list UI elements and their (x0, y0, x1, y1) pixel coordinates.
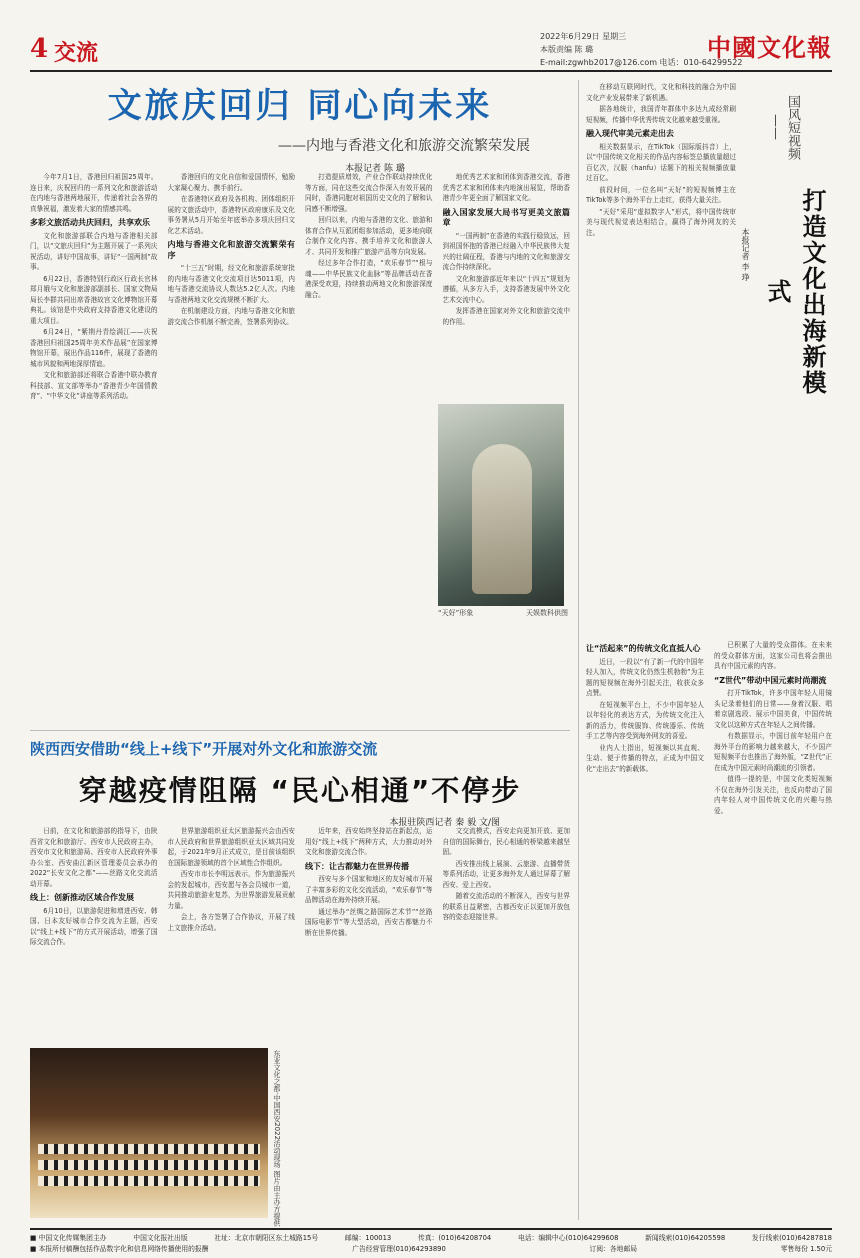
subheading: 线上：创新推动区域合作发展 (30, 893, 134, 902)
paragraph: 打开TikTok，许多中国年轻人用镜头记录着他们的日常——身着汉服、唱着京剧选段、展示中国美食，中国传统文化以这种方式在年轻人之间传播。 (714, 689, 832, 729)
paragraph: 业内人士指出，短视频以其直观、生动、便于传播的特点，正成为中国文化“走出去”的新载体。 (586, 743, 704, 773)
sidebar-col-bottom (586, 640, 832, 1220)
paragraph: 通过举办“丝绸之路国际艺术节”“丝路国际电影节”等大型活动，西安古都魅力不断在世界传播。 (305, 907, 433, 937)
page-editor: 本版责编 陈 璐 (540, 45, 594, 54)
article1-title: 文旅庆回归 同心向未来 (107, 86, 493, 126)
subheading: “Z世代”带动中国元素时尚潮流 (714, 675, 827, 685)
paragraph: 据各地统计，我国青年群体中多达九成经常刷短视频，传播中华优秀传统文化越来越受重视。 (586, 105, 736, 124)
footer-price: 零售每份 1.50元 (780, 1245, 832, 1253)
paragraph: 日前，在文化和旅游部的指导下，由陕西省文化和旅游厅、西安市人民政府主办，西安市文化和旅游局、西安市人民政府外事办公室、西安曲江新区管理委员会承办的2022“长安文化之都”——丝路文化交流活动开幕。 (30, 827, 158, 888)
footer-publisher: ■ 中国文化传媒集团主办 (30, 1234, 107, 1242)
figure-silhouette (472, 444, 532, 594)
choir-row (38, 1176, 260, 1186)
paragraph: “天好”采用“虚拟数字人”形式，将中国传统审美与现代视觉表达相结合，赢得了海外网友的关注。 (586, 207, 736, 237)
article1-byline: 本报记者 陈 璐 (345, 164, 405, 174)
paragraph: 随着交流活动的不断深入，西安与世界的联系日益紧密，古都西安正以更加开放包容的姿态迎接世界。 (442, 892, 570, 921)
subheading: 融入国家发展大局书写更美文旅篇章 (442, 207, 570, 227)
article1-col2 (168, 172, 296, 712)
page-number: 4 (30, 34, 49, 64)
masthead (30, 28, 832, 72)
paragraph: 在移动互联网时代，文化和科技的融合为中国文化产业发展带来了新机遇。 (586, 83, 736, 102)
article2-col1 (30, 826, 158, 1044)
paragraph: 发挥香港在国家对外文化和旅游交流中的作用。 (442, 307, 570, 326)
footer-subscription: 订阅：各地邮局 (589, 1245, 638, 1253)
footer-editorial-phone: 电话：编辑中心(010)64299608 (517, 1234, 619, 1242)
paragraph: 6月10日，以旅游促进和增进西安、韩国、日本友好城市合作交流为主题，西安以“线上+线下”的方式开展活动，增强了国际交流合作。 (30, 906, 158, 946)
paragraph: 西安推出线上展演、云旅游、直播带货等系列活动，让更多海外友人通过屏幕了解西安、爱上西安。 (442, 859, 570, 889)
paragraph: “一国两制”在香港的实践行稳致远，回到祖国怀抱的香港已经融入中华民族伟大复兴的壮阔征程，香港与内地的文化和旅游交流合作持续深化。 (442, 231, 570, 271)
article2-title: 穿越疫情阻隔 “民心相通”不停步 (78, 774, 522, 807)
sidebar-byline: 本报记者 李 琤 (741, 228, 750, 282)
performance-photo (30, 1048, 268, 1218)
subheading: 让“活起来”的传统文化直抵人心 (586, 644, 701, 653)
footer-distribution-phone: 发行线索(010)64287818 (751, 1234, 832, 1242)
article2-col4 (443, 826, 571, 1044)
caption-text: “天好”形象 (438, 609, 474, 617)
paragraph: 已积累了大量的受众群体。在未来的受众群体方面，这家公司也将会推出具有中国元素的内容。 (714, 641, 832, 670)
paragraph: 在短视频平台上，不少中国年轻人以年轻化的表达方式，为传统文化注入新的活力，传统服饰、传统器乐、传统手工艺等内容受到海外网友的喜爱。 (586, 700, 704, 740)
article2-body-lower (290, 1048, 570, 1220)
paragraph: 在香港特区政府及各机构、团体组织开展的文旅活动中，香港特区政府康乐及文化事务署从5月开始至年底举办多项庆回归文化艺术活动。 (167, 195, 295, 235)
paragraph: 6月22日，香港特别行政区行政长官林郑月娥与文化和旅游部副部长、国家文物局局长李群共同出席香港故宫文化博物馆开幕典礼。该馆是中央政府支持香港文化建设的重大项目。 (30, 274, 158, 325)
sidebar-kicker: 国风短视频—— (768, 94, 800, 160)
sidebar-headline (760, 82, 827, 402)
subheading: 融入现代审美元素走出去 (586, 129, 674, 138)
performance-caption: 东亚文化之都·中国西安2022活动现场 图片由主办方提供 (273, 1050, 281, 1227)
choir-row (38, 1144, 260, 1154)
article1-subtitle: ——内地与香港文化和旅游交流繁荣发展 (278, 138, 530, 154)
sidebar-col-right (714, 640, 832, 1220)
paragraph: 近日，一段以“有了新一代的中国年轻人加入，传统文化仍然生机勃勃”为主题的短视频在海外引起关注，收获众多点赞。 (586, 657, 704, 697)
article2-col2 (168, 826, 296, 1044)
sidebar-col-top (586, 82, 736, 382)
paragraph: “十三五”时期，经文化和旅游系统审批的内地与香港文化交流项目达5011项，内地与香港交流协议人数达5.2亿人次。内地与香港两地文化交流规模不断扩大。 (167, 264, 295, 304)
footer-row2 (30, 1244, 832, 1255)
paragraph: 文化和旅游部还将联合香港中联办教育科技部、宣文部等举办“香港青少年国情教育”、“中华文化”讲座等系列活动。 (30, 371, 158, 400)
paragraph: 前段时间，一位名叫“天好”的短视频博主在TikTok等多个海外平台上走红，获得大量关注。 (586, 185, 736, 204)
footer-press: 中国文化报社出版 (133, 1234, 188, 1242)
article2-kicker: 陕西西安借助“线上+线下”开展对外文化和旅游交流 (30, 740, 378, 758)
footer-postcode: 邮编：100013 (344, 1234, 392, 1242)
paragraph: 值得一提的是，中国文化类短视频不仅在海外引发关注，也反向带动了国内年轻人对中国传统文化的兴趣与热爱。 (714, 775, 832, 815)
paragraph: 西安与多个国家和地区的友好城市开展了丰富多彩的文化交流活动，“欢乐春节”等品牌活动在海外持续开展。 (305, 875, 433, 904)
footer-ad-phone: 广告经营管理(010)64293890 (352, 1245, 446, 1253)
article1-col1 (30, 172, 158, 712)
footer-fax: 传真：(010)64208704 (417, 1234, 492, 1242)
sidebar-col1 (586, 82, 736, 382)
paragraph: 经过多年合作打造，“欢乐春节”“根与魂——中华民族文化血脉”等品牌活动在香港深受欢迎，持续推动两地文化和旅游深度融合。 (305, 259, 433, 299)
paragraph: 地优秀艺术家和团体到香港交流，香港优秀艺术家和团体来内地演出展览，帮助香港青少年更全面了解国家文化。 (442, 173, 570, 202)
choir-row (38, 1160, 260, 1170)
subheading: 内地与香港文化和旅游交流繁荣有序 (167, 240, 295, 260)
article1-col3 (305, 172, 433, 712)
subheading: 线下：让古都魅力在世界传播 (305, 861, 409, 871)
article2-lower-col (290, 1048, 570, 1220)
sidebar-col-left (586, 640, 704, 1220)
article1-head (30, 78, 570, 174)
article2-col3 (305, 826, 433, 1044)
paragraph: 有数据显示，中国目前年轻用户在海外平台的影响力越来越大，不少国产短视频平台也推出了海外版，“Z世代”正在成为中国元素时尚潮流的引领者。 (714, 732, 832, 772)
paragraph: 文化和旅游部联合内地与香港相关部门，以“文旅庆回归”为主题开展了一系列庆祝活动，讲好中国故事，讲好“一国两制”故事。 (30, 231, 158, 271)
paragraph: 会上，各方签署了合作协议，开展了线上文旅推介活动。 (167, 913, 295, 932)
paragraph: 回归以来，内地与香港的文化、旅游和体育合作从互派团组参加活动，更多地向联合制作文化内容、携手培养文化和旅游人才、共同开发和推广旅游产品等方向发展。 (305, 216, 433, 256)
newspaper-logo: 中國文化報 (707, 33, 832, 62)
article2-byline: 本报驻陕西记者 秦 毅 文/图 (389, 818, 500, 828)
column-divider (578, 80, 579, 1220)
footer-royalty-note: ■ 本报所付稿酬包括作品数字化和信息网络传播使用的报酬 (30, 1245, 209, 1253)
footer (30, 1228, 832, 1255)
contact-email: E-mail:zgwhb2017@126.com 电话：010-64299522 (540, 58, 743, 67)
paragraph: 在机制建设方面，内地与香港文化和旅游交流合作机制不断完善，签署系列协议。 (167, 307, 295, 326)
paragraph: 香港回归的文化自信和爱国情怀，勉励大家凝心聚力、携手前行。 (167, 173, 295, 192)
paragraph: 6月24日，“紫荆丹青绘满江——庆祝香港回归祖国25周年美术作品展”在国家博物馆开幕，展出作品116件，展现了香港的城市风貌和两地深厚情谊。 (30, 328, 158, 368)
footer-address: 社址：北京市朝阳区东土城路15号 (214, 1234, 319, 1242)
caption-credit: 天娱数科供图 (526, 609, 568, 617)
footer-row1 (30, 1233, 832, 1244)
paragraph: 文化和旅游部近年来以“十四五”规划为遵循，从多方入手，支持香港发展中外文化艺术交流中心。 (442, 274, 570, 304)
sidebar-title: 打造文化出海新模式 (763, 188, 827, 396)
article2-body (30, 826, 570, 1044)
section-divider (30, 730, 570, 731)
footer-news-phone: 新闻线索(010)64205598 (645, 1234, 726, 1242)
virtual-human-photo (438, 404, 564, 606)
paragraph: 文交流模式，西安走向更加开放、更加自信的国际舞台，民心相通的桥梁越来越坚固。 (442, 827, 570, 856)
photo-caption (438, 608, 568, 618)
paragraph: 今年7月1日，香港回归祖国25周年。连日来，庆祝回归的一系列文化和旅游活动在内地与香港两地展开，传递着社会各界的真挚祝福，激发着大家的情感共鸣。 (30, 173, 158, 213)
paragraph: 近年来，西安始终坚持站在新起点，运用好“线上+线下”两种方式，大力推动对外文化和旅游交流合作。 (305, 827, 433, 856)
subheading: 多彩文旅活动共庆回归，共享欢乐 (30, 218, 150, 227)
article2-head (30, 738, 570, 828)
paragraph: 西安市市长李明远表示，作为旅游振兴会的发起城市，西安愿与各会员城市一道，共同推动旅游业复苏，为世界旅游发展贡献力量。 (167, 870, 295, 910)
paragraph: 打造提质增效，产业合作联动持续优化等方面，同在这些交流合作深入有效开展的同时，香港同胞对祖国历史文化的了解和认同感不断增强。 (305, 173, 433, 213)
paragraph: 世界旅游组织亚太区旅游振兴会由西安市人民政府和世界旅游组织亚太区域共同发起，于2021年9月正式成立，是目前该组织在国际旅游领域的首个区域性合作组织。 (167, 827, 295, 867)
issue-date: 2022年6月29日 星期三 (540, 32, 627, 41)
paragraph: 相关数据显示，在TikTok（国际版抖音）上，以“中国传统文化相关的作品内容标签总播放量超过百亿次，汉服（hanfu）话题下的相关视频播放量过百亿。 (586, 142, 736, 182)
section-title: 交流 (54, 40, 99, 66)
